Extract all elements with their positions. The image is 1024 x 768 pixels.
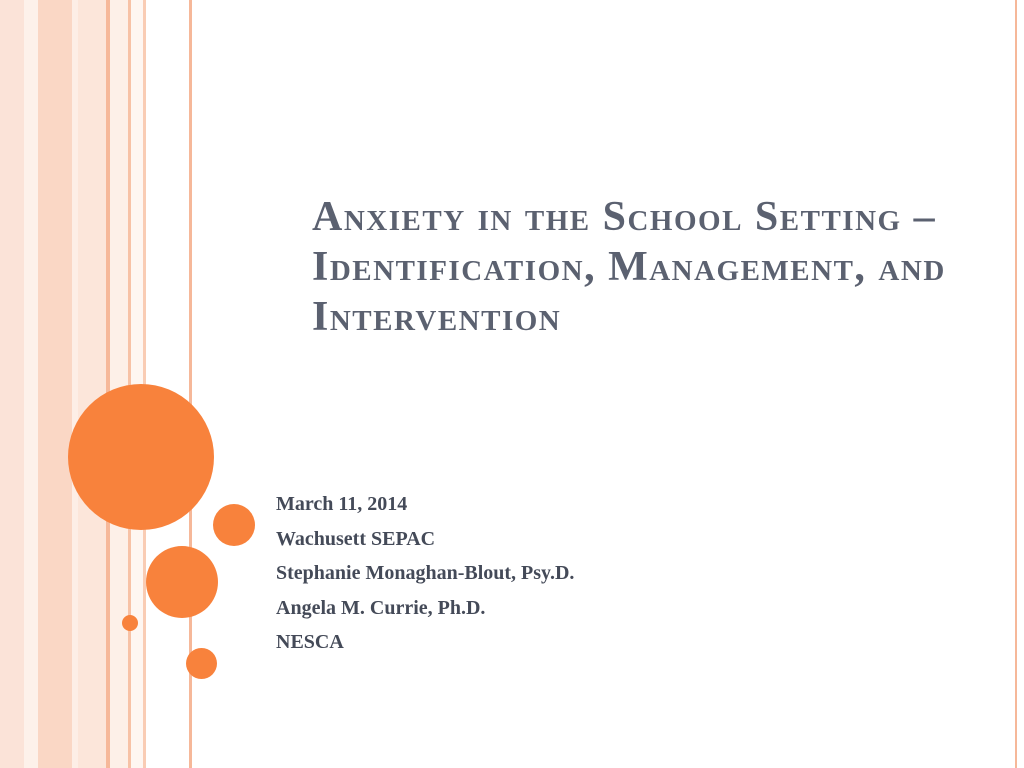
subtitle-presenter: Angela M. Currie, Ph.D. bbox=[276, 596, 486, 619]
decorative-stripe bbox=[24, 0, 38, 768]
slide-title[interactable]: Anxiety in the School Setting – Identification, Management, and Intervention bbox=[312, 194, 946, 340]
subtitle-affiliation: NESCA bbox=[276, 631, 344, 653]
decorative-circle-medium bbox=[146, 546, 218, 618]
decorative-circle-tiny bbox=[122, 615, 138, 631]
decorative-circle-small bbox=[186, 648, 217, 679]
slide-subtitle[interactable] bbox=[276, 487, 876, 660]
subtitle-date: March 11, 2014 bbox=[276, 493, 408, 515]
decorative-circle-large bbox=[68, 384, 214, 530]
decorative-stripe bbox=[78, 0, 106, 768]
decorative-stripe bbox=[110, 0, 128, 768]
subtitle-organization: Wachusett SEPAC bbox=[276, 527, 436, 550]
subtitle-presenter: Stephanie Monaghan-Blout, Psy.D. bbox=[276, 562, 575, 584]
decorative-stripe bbox=[38, 0, 72, 768]
decorative-right-line bbox=[1015, 0, 1017, 768]
decorative-circle-small bbox=[213, 504, 255, 546]
decorative-stripe bbox=[0, 0, 24, 768]
